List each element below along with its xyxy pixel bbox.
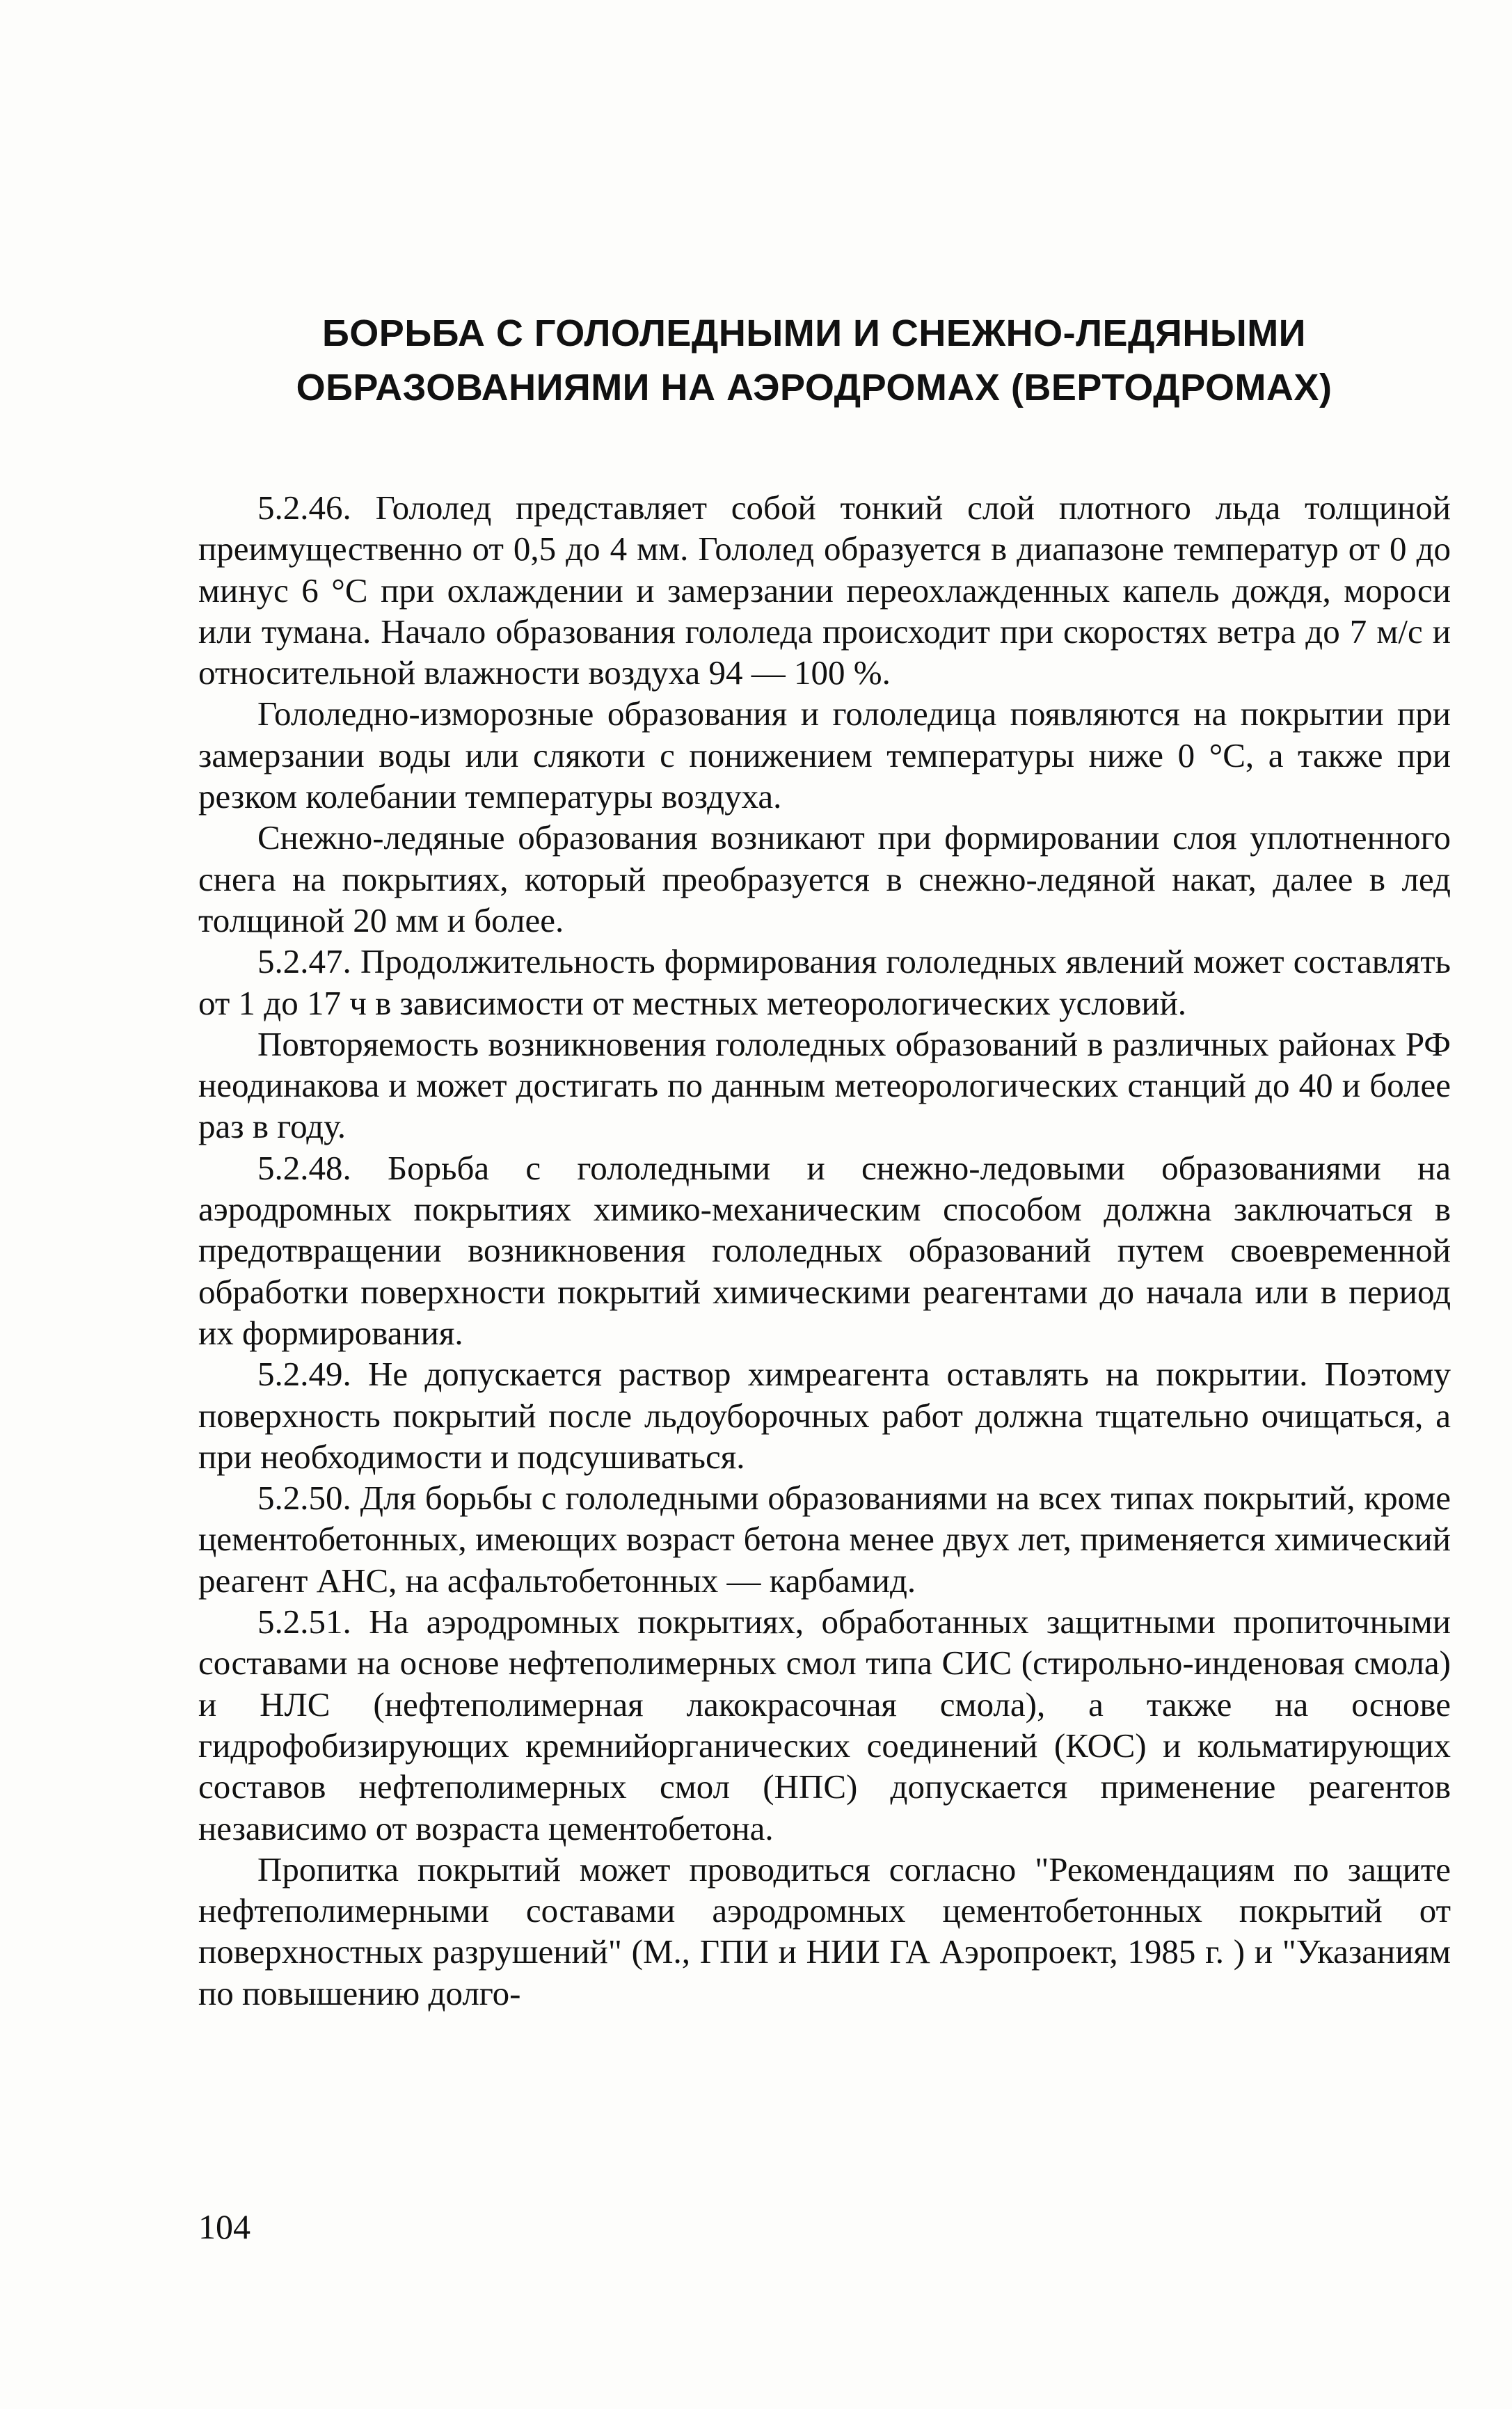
title-line-2: ОБРАЗОВАНИЯМИ НА АЭРОДРОМАХ (ВЕРТОДРОМАХ): [296, 367, 1332, 408]
page-number: 104: [198, 2207, 250, 2246]
section-title: [209, 306, 1419, 415]
body-text: [198, 487, 1451, 2014]
paragraph-5-2-46: 5.2.46. Гололед представляет собой тонкий слой плотного льда толщиной преимущественно от 0,5 до 4 мм. Гололед образуется в диапазоне температур от 0 до минус 6 °С при охлаждении и замерзании переохлажденных капель дождя, мороси или тумана. Начало образования гололеда происходит при скоростях ветра до 7 м/с и относительной влажности воздуха 94 — 100 %.: [198, 488, 1451, 692]
paragraph-5-2-50: 5.2.50. Для борьбы с гололедными образованиями на всех типах покрытий, кроме цементобетонных, имеющих возраст бетона менее двух лет, применяется химический реагент АНС, на асфальтобетонных — карбамид.: [198, 1479, 1451, 1600]
paragraph-5-2-47: 5.2.47. Продолжительность формирования гололедных явлений может составлять от 1 до 17 ч в зависимости от местных метеорологических условий.: [198, 942, 1451, 1022]
paragraph-snow-ice: Снежно-ледяные образования возникают при формировании слоя уплотненного снега на покрытиях, который преобразуется в снежно-ледяной накат, далее в лед толщиной 20 мм и более.: [198, 818, 1451, 939]
paragraph-5-2-49: 5.2.49. Не допускается раствор химреагента оставлять на покрытии. Поэтому поверхность покрытий после льдоуборочных работ должна тщательно очищаться, а при необходимости и подсушиваться.: [198, 1355, 1451, 1476]
paragraph-recurrence: Повторяемость возникновения гололедных образований в различных районах РФ неодинакова и может достигать по данным метеорологических станций до 40 и более раз в году.: [198, 1024, 1451, 1146]
paragraph-impregnation: Пропитка покрытий может проводиться согласно "Рекомендациям по защите нефтеполимерными составами аэродромных цементобетонных покрытий от поверхностных разрушений" (М., ГПИ и НИИ ГА Аэропроект, 1985 г. ) и "Указаниям по повышению долго-: [198, 1850, 1451, 2012]
paragraph-5-2-51: 5.2.51. На аэродромных покрытиях, обработанных защитными пропиточными составами на основе нефтеполимерных смол типа СИС (стирольно-инденовая смола) и НЛС (нефтеполимерная лакокрасочная смола), а также на основе гидрофобизирующих кремнийорганических соединений (КОС) и кольматирующих составов нефтеполимерных смол (НПС) допускается применение реагентов независимо от возраста цементобетона.: [198, 1603, 1451, 1847]
paragraph-glaze-frost: Гололедно-изморозные образования и гололедица появляются на покрытии при замерзании воды или слякоти с понижением температуры ниже 0 °С, а также при резком колебании температуры воздуха.: [198, 694, 1451, 816]
title-line-1: БОРЬБА С ГОЛОЛЕДНЫМИ И СНЕЖНО-ЛЕДЯНЫМИ: [321, 312, 1306, 354]
paragraph-5-2-48: 5.2.48. Борьба с гололедными и снежно-ледовыми образованиями на аэродромных покрытиях химико-механическим способом должна заключаться в предотвращении возникновения гололедных образований путем своевременной обработки поверхности покрытий химическими реагентами до начала или в период их формирования.: [198, 1148, 1451, 1352]
